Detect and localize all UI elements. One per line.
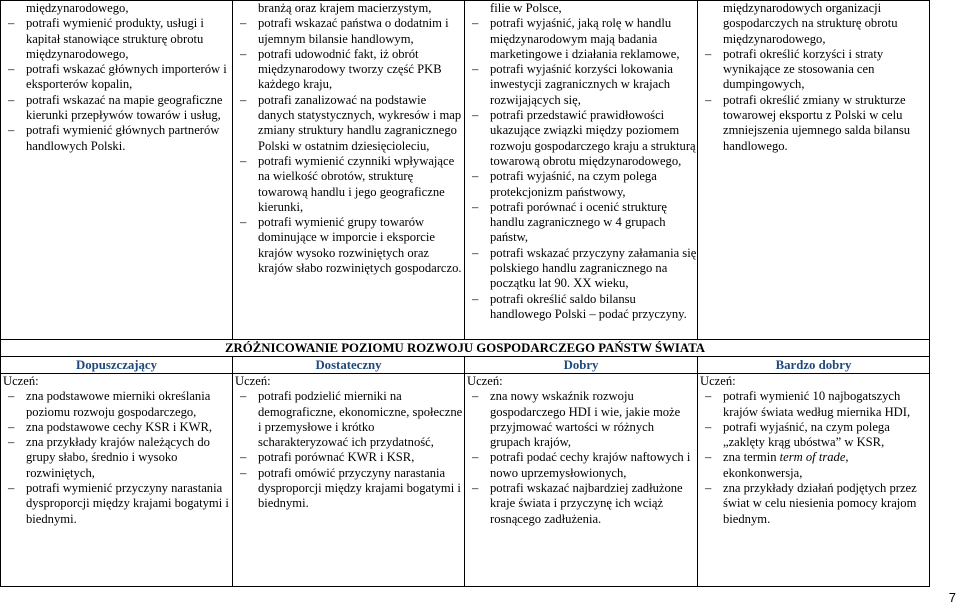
list-item (700, 450, 929, 481)
list-item: – potrafi wyjaśnić, jaką rolę w handlu międzynarodowym mają badania marketingowe i działania reklamowe, (467, 16, 697, 62)
bottom-cell-1 (1, 374, 233, 587)
levels-row (1, 357, 930, 374)
list-item: – potrafi wskazać na mapie geograficzne kierunki przepływów towarów i usług, (3, 93, 232, 124)
page-number: 7 (948, 590, 956, 605)
bottom-cell-4 (698, 374, 930, 587)
list-item: – potrafi wyjaśnić, na czym polega protekcjonizm państwowy, (467, 169, 697, 200)
top-cell-1 (1, 1, 233, 340)
list-item: – potrafi wymienić głównych partnerów handlowych Polski. (3, 123, 232, 154)
bottom-row (1, 374, 930, 587)
list-item: – potrafi określić zmiany w strukturze towarowej eksportu z Polski w celu zmniejszenia ujemnego salda bilansu handlowego. (700, 93, 929, 154)
list-item: – potrafi określić saldo bilansu handlowego Polski – podać przyczyny. (467, 292, 697, 323)
list-item: – potrafi określić korzyści i straty wynikające ze stosowania cen dumpingowych, (700, 47, 929, 93)
list-item: – potrafi wymienić przyczyny narastania dysproporcji między krajami bogatymi i biednymi. (3, 481, 232, 527)
list-item: – potrafi wymienić grupy towarów dominujące w imporcie i eksporcie krajów wysoko rozwiniętych oraz krajów słabo rozwiniętych gospodarczo. (235, 215, 464, 276)
bottom-list-2 (235, 389, 464, 511)
item-text: potrafi wyjaśnić, na czym polega „zaklęty krąg ubóstwa” w KSR, (723, 419, 890, 450)
bottom-list-1 (3, 389, 232, 527)
list-item: filie w Polsce, (490, 1, 562, 15)
top-list-2 (235, 1, 464, 276)
top-list-4 (700, 1, 929, 154)
list-item: – potrafi udowodnić fakt, iż obrót międzynarodowy tworzy część PKB każdego kraju, (235, 47, 464, 93)
list-item: międzynarodowych organizacji gospodarczych na strukturę obrotu międzynarodowego, (723, 1, 898, 46)
student-label: Uczeń: (3, 374, 39, 388)
list-item: – potrafi podzielić mierniki na demograficzne, ekonomiczne, społeczne i przemysłowe i krótko scharakteryzować ich przydatność, (235, 389, 464, 450)
student-label: Uczeń: (467, 374, 503, 388)
list-item: – potrafi porównać i ocenić strukturę handlu zagranicznego w 4 grupach państw, (467, 200, 697, 246)
list-item (700, 389, 929, 420)
list-item: – zna przykłady krajów należących do grupy słabo, średnio i wysoko rozwiniętych, (3, 435, 232, 481)
level-bardzo-dobry: Bardzo dobry (698, 357, 930, 374)
list-item: – potrafi omówić przyczyny narastania dysproporcji między krajami bogatymi i biednymi. (235, 466, 464, 512)
section-title-row (1, 340, 930, 357)
level-dostateczny: Dostateczny (233, 357, 465, 374)
bottom-list-4 (700, 389, 929, 527)
list-item: – potrafi wskazać najbardziej zadłużone kraje świata i przyczynę ich wciąż rosnącego zadłużenia. (467, 481, 697, 527)
list-item: – potrafi wyjaśnić korzyści lokowania inwestycji zagranicznych w krajach rozwijających się, (467, 62, 697, 108)
list-item: branżą oraz krajem macierzystym, (258, 1, 432, 15)
section-title: ZRÓŻNICOWANIE POZIOMU ROZWOJU GOSPODARCZEGO PAŃSTW ŚWIATA (1, 340, 930, 357)
list-item: – potrafi zanalizować na podstawie danych statystycznych, wykresów i map zmiany struktury handlu zagranicznego Polski w ostatnim dziesięcioleciu, (235, 93, 464, 154)
bottom-cell-2 (233, 374, 465, 587)
top-row (1, 1, 930, 340)
level-dobry: Dobry (465, 357, 698, 374)
list-item: – zna podstawowe mierniki określania poziomu rozwoju gospodarczego, (3, 389, 232, 420)
top-cell-2 (233, 1, 465, 340)
list-item: – potrafi wskazać przyczyny załamania się polskiego handlu zagranicznego na początku lat 90. XX wieku, (467, 246, 697, 292)
bottom-list-3 (467, 389, 697, 527)
item-text: zna termin (723, 450, 780, 465)
top-cell-4 (698, 1, 930, 340)
list-item: międzynarodowego, (26, 1, 129, 15)
list-item: – zna nowy wskaźnik rozwoju gospodarczego HDI i wie, jakie może przyjmować wartości w różnych grupach krajów, (467, 389, 697, 450)
list-item (700, 420, 929, 451)
bottom-cell-3 (465, 374, 698, 587)
list-item: – potrafi wskazać głównych importerów i eksporterów kopalin, (3, 62, 232, 93)
item-term: term of trade (779, 450, 846, 465)
item-text: potrafi wymienić 10 najbogatszych krajów świata według miernika HDI, (723, 389, 911, 419)
level-dopuszczajacy: Dopuszczający (1, 357, 233, 374)
list-item (700, 481, 929, 527)
top-cell-3 (465, 1, 698, 340)
top-list-3 (467, 1, 697, 322)
list-item: – potrafi wskazać państwa o dodatnim i ujemnym bilansie handlowym, (235, 16, 464, 47)
list-item: – potrafi wymienić czynniki wpływające na wielkość obrotów, strukturę towarową handlu i jego geograficzne kierunki, (235, 154, 464, 215)
student-label: Uczeń: (700, 374, 736, 388)
top-list-1 (3, 1, 232, 154)
list-item: – zna podstawowe cechy KSR i KWR, (3, 420, 232, 435)
item-text: zna przykłady działań podjętych przez świat w celu niesienia pomocy krajom biednym. (723, 481, 917, 526)
list-item: – potrafi podać cechy krajów naftowych i nowo uprzemysłowionych, (467, 450, 697, 481)
item-text: , ekonkonwersja, (723, 450, 849, 480)
student-label: Uczeń: (235, 374, 271, 388)
list-item: – potrafi przedstawić prawidłowości ukazujące związki między poziomem rozwoju gospodarczego kraju a strukturą towarową obrotu międzynarodowego, (467, 108, 697, 169)
list-item: – potrafi porównać KWR i KSR, (235, 450, 464, 465)
list-item: – potrafi wymienić produkty, usługi i kapitał stanowiące strukturę obrotu międzynarodowego, (3, 16, 232, 62)
